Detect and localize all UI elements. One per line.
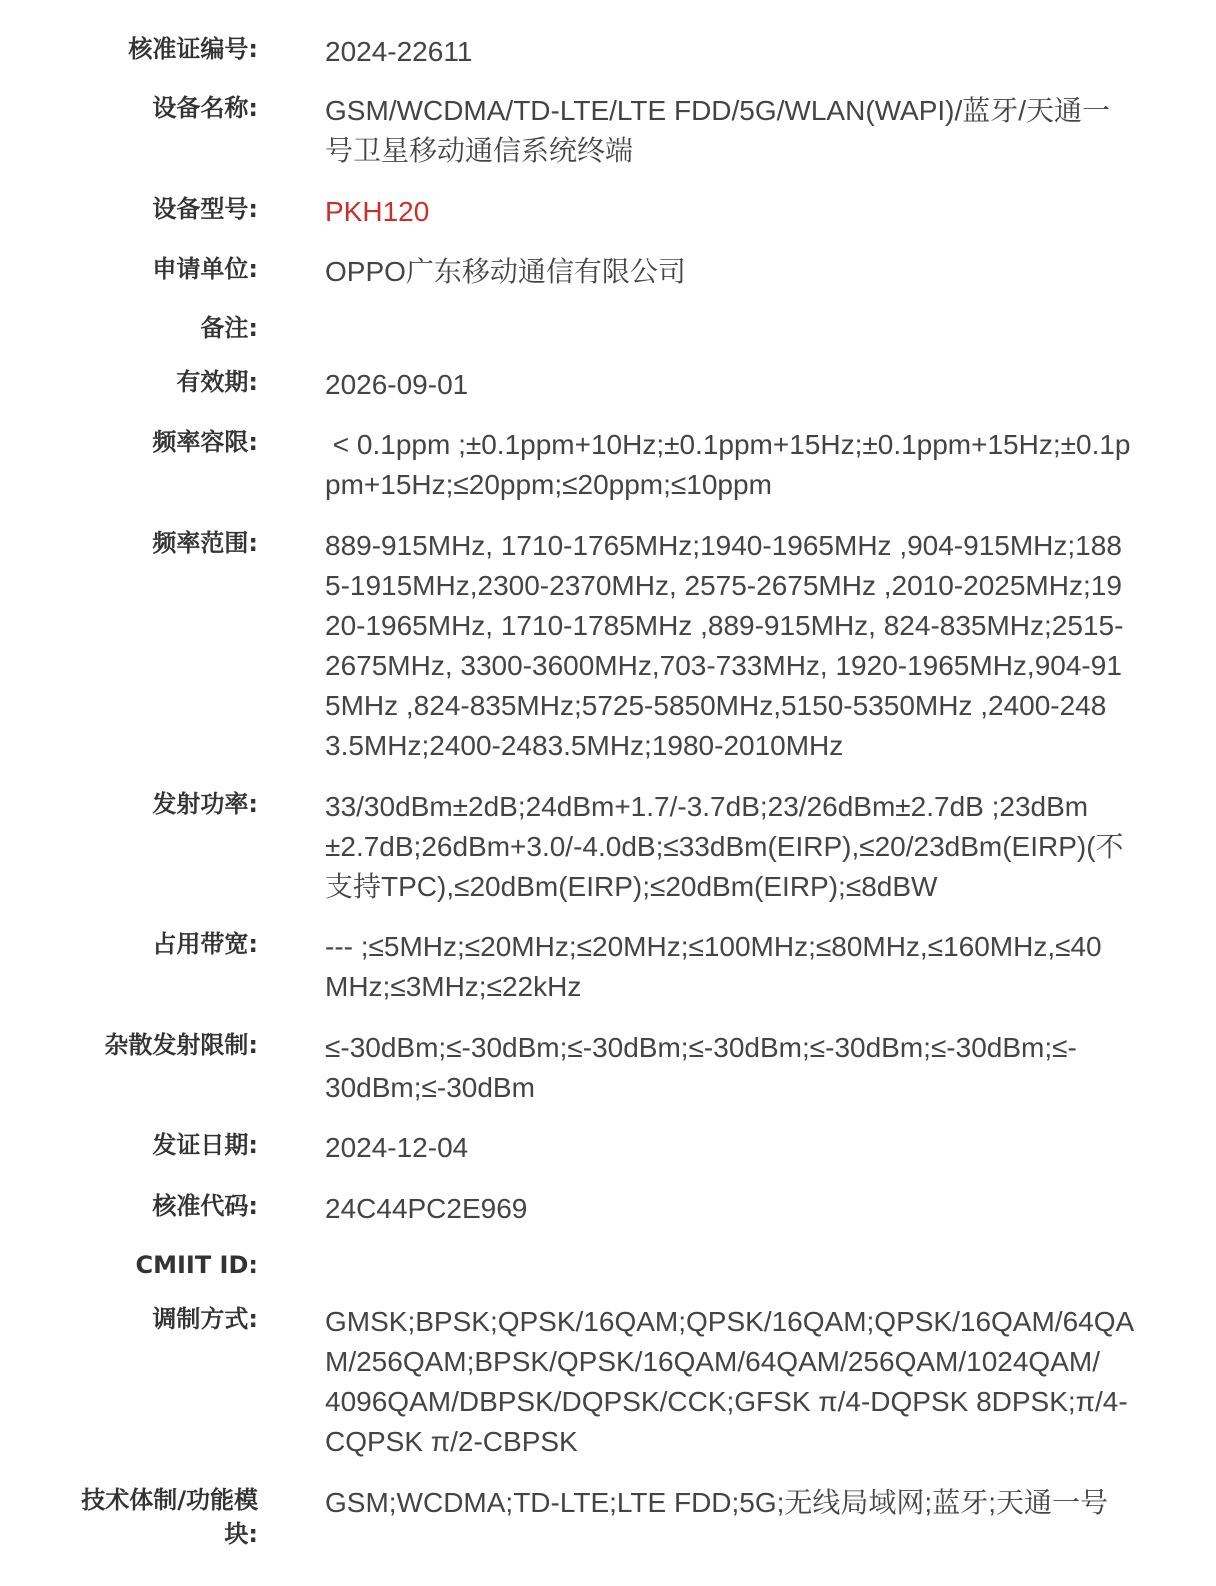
field-label: 杂散发射限制: <box>104 1031 258 1059</box>
field-value: < 0.1ppm ;±0.1ppm+10Hz;±0.1ppm+15Hz;±0.1ppm+15Hz;±0.1p pm+15Hz;≤20ppm;≤20ppm;≤10ppm <box>325 429 1131 500</box>
field-label: 核准代码: <box>152 1192 258 1220</box>
field-label: 核准证编号: <box>128 35 258 63</box>
field-label: 发射功率: <box>152 790 258 818</box>
field-value: GSM/WCDMA/TD-LTE/LTE FDD/5G/WLAN(WAPI)/蓝牙/天通一 号卫星移动通信系统终端 <box>325 95 1111 166</box>
field-label: 发证日期: <box>152 1131 258 1159</box>
field-value: OPPO广东移动通信有限公司 <box>325 256 686 287</box>
field-value: GSM;WCDMA;TD-LTE;LTE FDD;5G;无线局域网;蓝牙;天通一号 <box>325 1487 1108 1518</box>
field-value: 2024-22611 <box>325 36 473 67</box>
field-value: GMSK;BPSK;QPSK/16QAM;QPSK/16QAM;QPSK/16QAM/64QA M/256QAM;BPSK/QPSK/16QAM/64QAM/256QAM/1024QAM/ 4096QAM/DBPSK/DQPSK/CCK;GFSK π/4-DQPSK 8DPSK;π/4- CQPSK π/2-CBPSK <box>325 1306 1135 1457</box>
field-value: 2026-09-01 <box>325 369 469 400</box>
field-value: 24C44PC2E969 <box>325 1193 528 1224</box>
field-label: CMIIT ID: <box>135 1251 258 1279</box>
field-label: 申请单位: <box>152 255 258 283</box>
field-value-model: PKH120 <box>325 196 430 227</box>
field-label: 频率范围: <box>152 529 258 557</box>
field-label: 备注: <box>200 314 258 342</box>
field-label: 设备名称: <box>152 94 258 122</box>
field-value: --- ;≤5MHz;≤20MHz;≤20MHz;≤100MHz;≤80MHz,≤160MHz,≤40 MHz;≤3MHz;≤22kHz <box>325 931 1102 1002</box>
field-value: 33/30dBm±2dB;24dBm+1.7/-3.7dB;23/26dBm±2.7dB ;23dBm ±2.7dB;26dBm+3.0/-4.0dB;≤33dBm(EIRP),≤20/23dBm(EIRP)(不 支持TPC),≤20dBm(EIRP);≤20dBm(EIRP);≤8dBW <box>325 791 1124 902</box>
field-label: 有效期: <box>176 368 258 396</box>
field-value: 889-915MHz, 1710-1765MHz;1940-1965MHz ,904-915MHz;188 5-1915MHz,2300-2370MHz, 2575-2675MHz ,2010-2025MHz;19 20-1965MHz, 1710-1785MHz ,889-915MHz, 824-835MHz;2515- 2675MHz, 3300-3600MHz,703-733MHz, 1920-1965MHz,904-91 5MHz ,824-835MHz;5725-5850MHz,5150-5350MHz ,2400-248 3.5MHz;2400-2483.5MHz;1980-2010MHz <box>325 530 1124 761</box>
field-value: 2024-12-04 <box>325 1132 469 1163</box>
field-label: 设备型号: <box>152 195 258 223</box>
field-label: 占用带宽: <box>152 930 258 958</box>
field-value: ≤-30dBm;≤-30dBm;≤-30dBm;≤-30dBm;≤-30dBm;≤-30dBm;≤- 30dBm;≤-30dBm <box>325 1032 1077 1103</box>
field-label: 技术体制/功能模 块: <box>81 1486 258 1548</box>
field-label: 频率容限: <box>152 428 258 456</box>
field-label: 调制方式: <box>152 1305 258 1333</box>
